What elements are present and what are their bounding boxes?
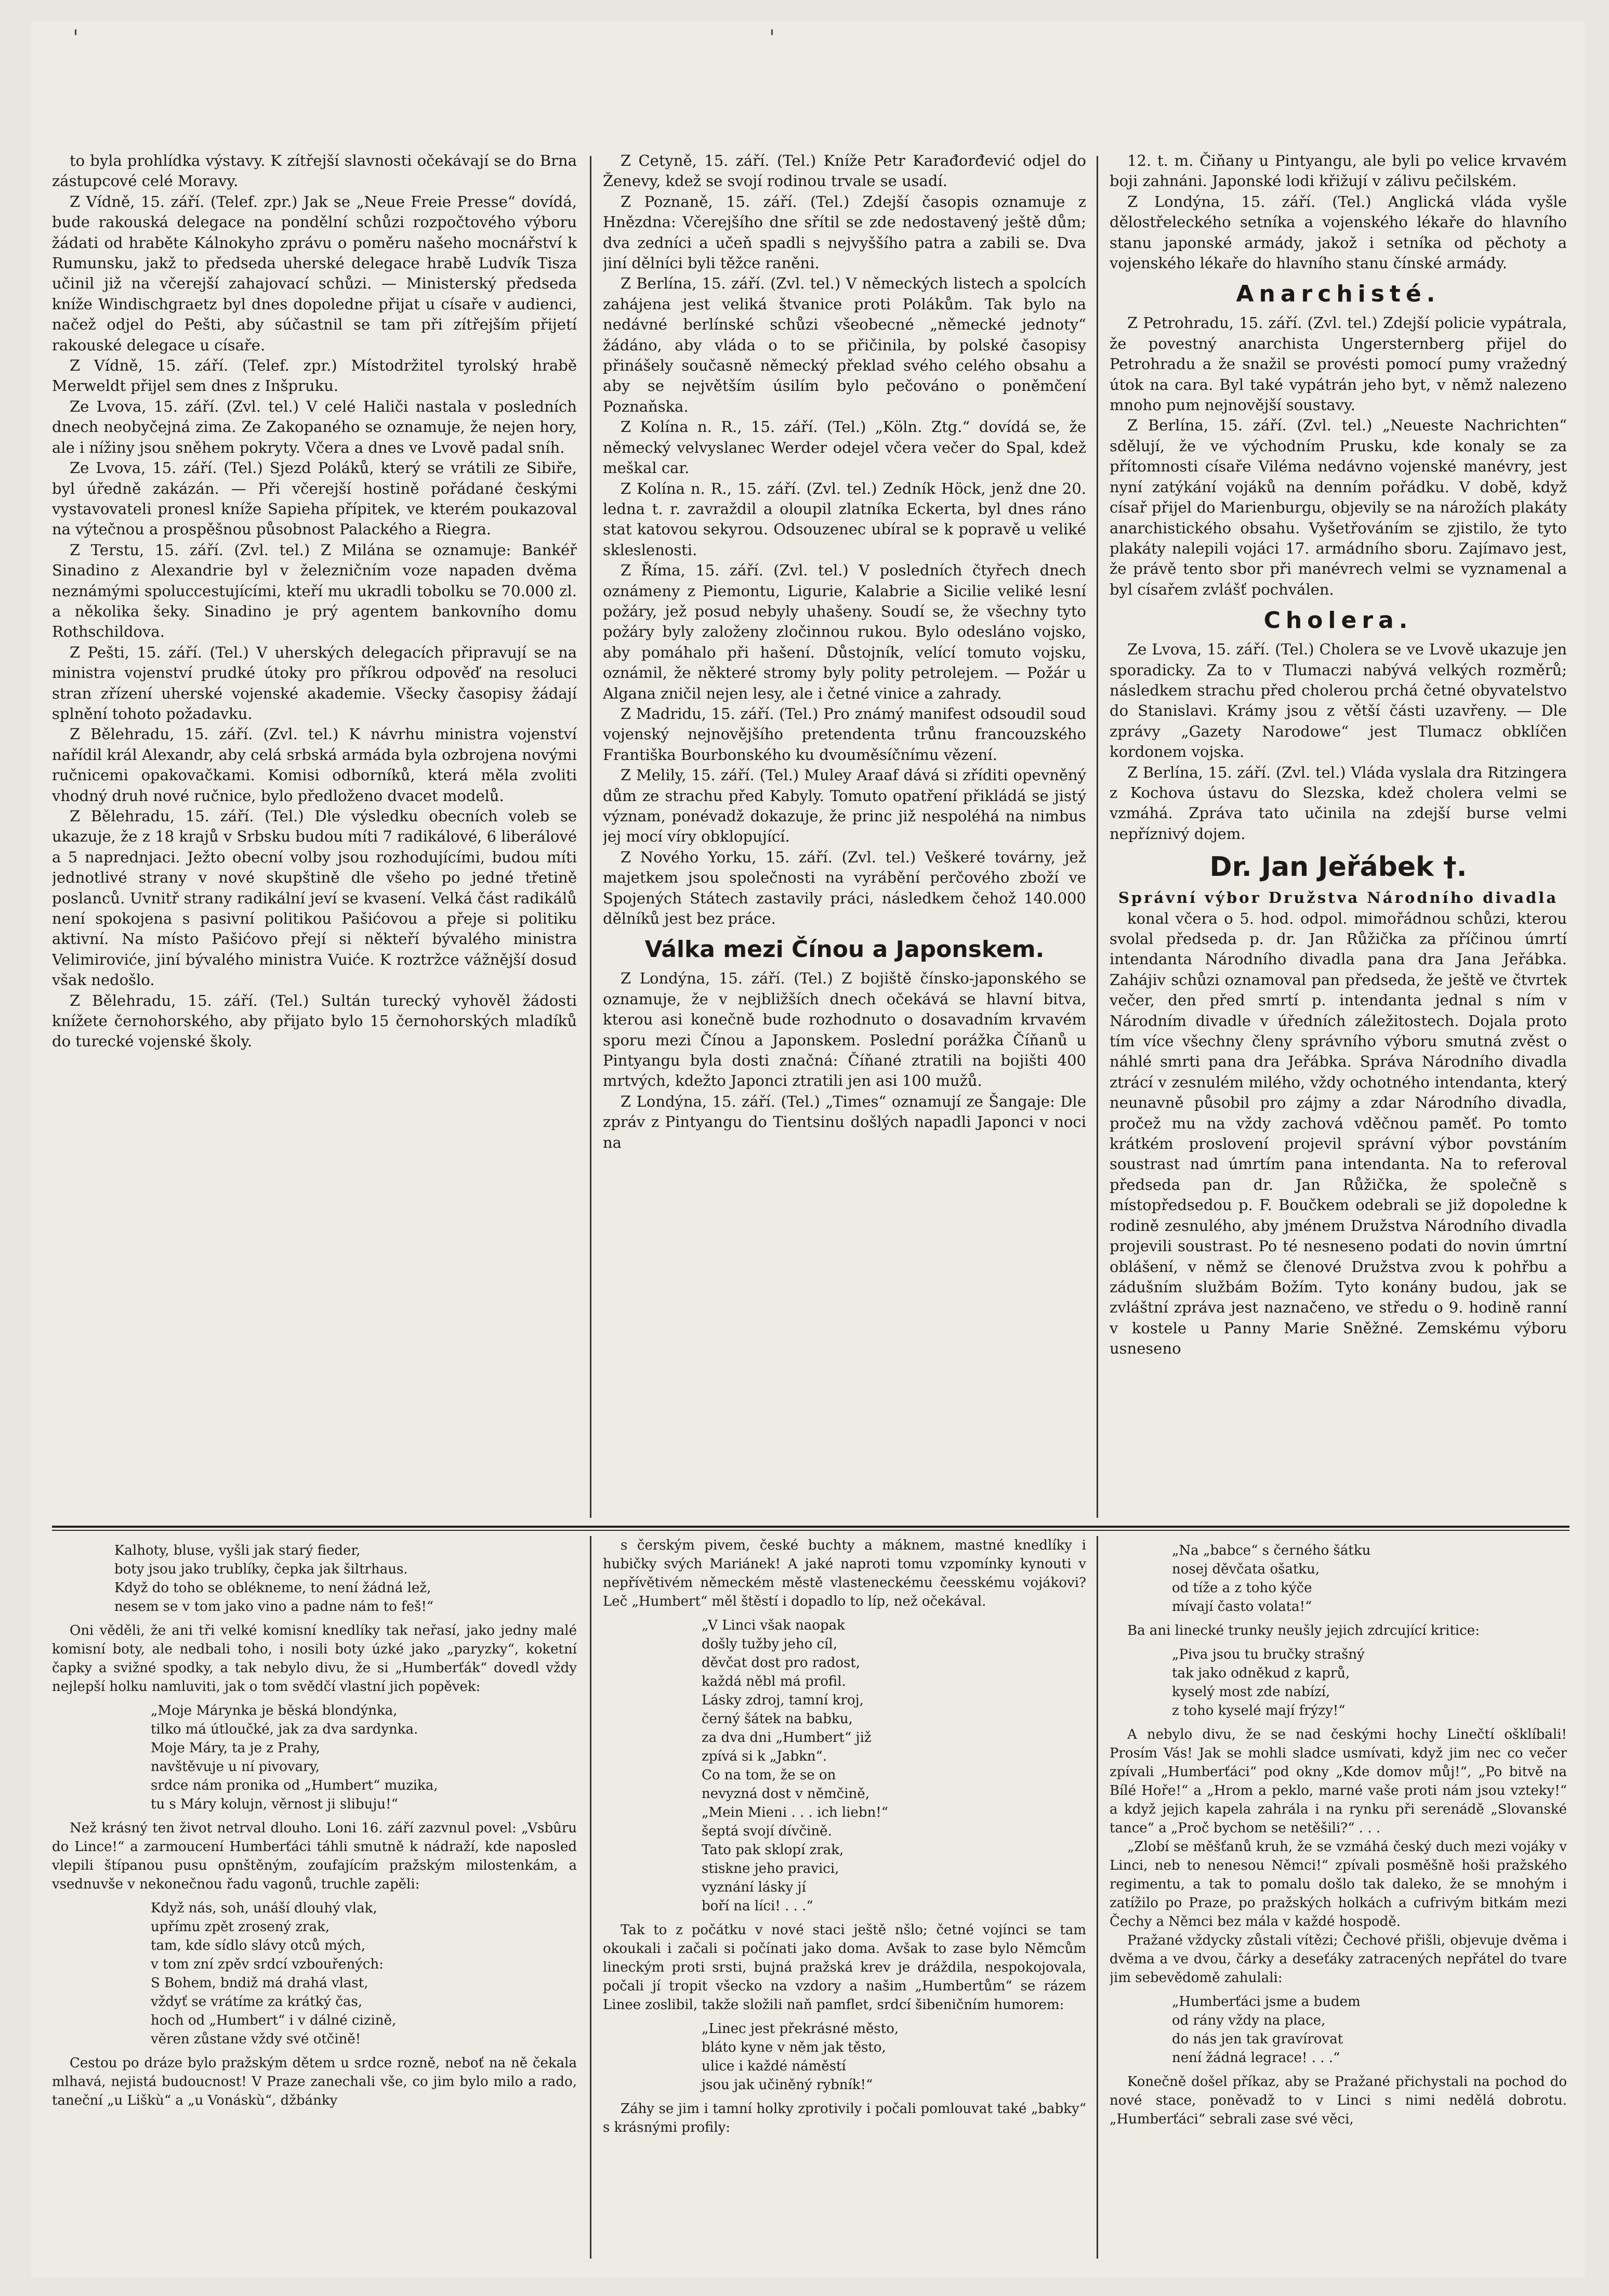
column-left	[52, 151, 577, 1518]
section-heading-obituary: Dr. Jan Jeřábek †.	[1209, 851, 1467, 883]
news-item: konal včera o 5. hod. odpol. mimořádnou schůzi, kterou svolal předseda p. dr. Jan Růžička za příčinou úmrtí intendanta Národního divadla pana dra Jana Jeřábka. Zahájiv schůzi oznamoval pan předseda, že ještě ve čtvrtek večer, den před smrtí p. intendanta jednal s ním v Národním divadle v úředních záležitostech. Dojala proto tím více všechny členy správního výboru smutná zvěst o náhlé smrti pana dra Jeřábka. Správa Národního divadla ztrácí v zesnulém milého, vždy ochotného intendanta, který neunavně působil pro zájmy a zdar Národního divadla, pročež mu na vždy zachová vděčnou paměť. Po tomto krátkém proslovení projevil správní výbor povstáním soustrast nad úmrtím pana intendanta. Na to referoval předseda pan dr. Jan Růžička, že společně s místopředsedou p. F. Boučkem odebrali se již dopoledne k rodině zesnulého, aby jménem Družstva Národního divadla projevili soustrast. Po té nesneseno podati do novin úmrtní oblášení, v němž se členové Družstva zvou k pohřbu a zádušním službám Božím. Tyto konány budou, jak se zvláštní zpráva jest naznačeno, ve středu o 9. hodině ranní v kostele u Panny Marie Sněžné. Zemskému výboru usneseno	[1110, 909, 1567, 1358]
column-middle	[603, 151, 1086, 1518]
news-item: Z Berlína, 15. září. (Zvl. tel.) Vláda vyslala dra Ritzingera z Kochova ústavu do Slezska, kdež cholera velmi se vzmáhá. Zpráva tato učinila na zdejší burse velmi nepříznivý dojem.	[1110, 763, 1567, 843]
obituary-subheading: Správní výbor Družstva Národního divadla	[1118, 889, 1559, 907]
news-item: Z Pešti, 15. září. (Tel.) V uherských delegacích připravují se na ministra vojenství prudké útoky pro příkrou odpověď na resoluci stran zřízení uherské vojenské akademie. Všecky časopisy žádají splnění tohoto požadavku.	[52, 643, 577, 723]
section-heading-cholera: Cholera.	[1263, 607, 1413, 634]
feuilleton-paragraph: Oni věděli, že ani tři velké komisní knedlíky tak neřasí, jako jedny malé komisní boty, ale nedbali toho, i nosili boty úzké jako „paryzky“, koketní čapky a svižné spodky, a tak nebylo divu, že si „Humberťák“ dovedl vždy nejlepší holku namluviti, jak o tom svědčí vlastní jich popěvek:	[52, 1623, 577, 1695]
poem: „V Linci však naopak došly tužby jeho cíl, děvčat dost pro radost, každá něbl má profil. Lásky zdroj, tamní kroj, černý šátek na babku, za dva dni „Humbert“ již zpívá si k „Jabkn“. Co na tom, že se on nevyzná dost v němčině, „Mein Mieni . . . ich liebn!“ šeptá svojí dívčině. Tato pak sklopí zrak, stiskne jeho pravici, vyznání lásky jí boří na líci! . . .“	[702, 1618, 889, 1914]
news-item: Z Nového Yorku, 15. září. (Zvl. tel.) Veškeré továrny, jež majetkem jsou společnosti na vyrábění perčového zboží ve Spojených Státech zastavily práci, následkem čehož 140.000 dělníků jest bez práce.	[603, 848, 1086, 928]
feuilleton-paragraph: Než krásný ten život netrval dlouho. Loni 16. září zazvnul povel: „Vsbûru do Lince!“ a zarmoucení Humberťáci táhli smutně k nádraží, kde naposled vlepili štípanou pusu opnštěným, zoufajícím pražským milostenkám, a vsednuvše v nekonečnou řadu vagonů, truchle zapěli:	[52, 1820, 577, 1892]
feuilleton-paragraph: Ba ani linecké trunky neušly jejich zdrcující kritice:	[1127, 1623, 1480, 1638]
news-item: 12. t. m. Čiňany u Pintyangu, ale byli po velice krvavém boji zahnáni. Japonské lodi křižují v zálivu pečilském.	[1110, 152, 1567, 190]
poem: Kalhoty, bluse, vyšli jak starý fieder, boty jsou jako trublíky, čepka jak šiltrhaus. Když do toho se oblékneme, to není žádná lež, nesem se v tom jako vino a padne nám to feš!“	[114, 1543, 434, 1615]
news-item: Z Berlína, 15. září. (Zvl. tel.) V německých listech a spolcích zahájena jest veliká štvanice proti Polákům. Tak bylo na nedávné berlínské schůzi všeobecné „německé jednoty“ žádáno, aby vláda o to se přičinila, by polské časopisy přinášely současně německý překlad svého celého obsahu a aby se největším úsilím bylo pečováno o poněmčení Poznaňska.	[603, 274, 1086, 415]
news-item: Ze Lvova, 15. září. (Tel.) Sjezd Poláků, který se vrátili ze Sibiře, byl úředně zakázán. — Při včerejší hostině pořádané českými vystavovateli pronesl kníže Sapieha přípitek, ve kterém poukazoval na výtečnou a prospěšnou působnost Palackého a Riegra.	[52, 459, 577, 539]
news-item: Ze Lvova, 15. září. (Zvl. tel.) V celé Haliči nastala v posledních dnech neobyčejná zima. Ze Zakopaného se oznamuje, že nejen hory, ale i nížiny jsou sněhem pokryty. Včera a dnes ve Lvově padal sníh.	[52, 397, 577, 456]
news-item: Z Melily, 15. září. (Tel.) Muley Araaf dává si zříditi opevněný dům ze strachu před Kabyly. Tomuto opatření přikládá se jistý význam, ponévadž dokazuje, že princ již nespoléhá na nimbus jej mocí víry obklopující.	[603, 766, 1086, 846]
news-item: Z Terstu, 15. září. (Zvl. tel.) Z Milána se oznamuje: Bankéř Sinadino z Alexandrie byl v železničním voze napaden dvěma neznámými spoluccestujícími, kteří mu ukradli tobolku se 70.000 zl. a několika šeky. Sinadino je prý agentem bankovního domu Rothschildova.	[52, 541, 577, 641]
feuilleton-paragraph: s čerským pivem, české buchty a máknem, mastné knedlíky i hubičky svých Mariánek! A jaké naproti tomu vzpomínky kynouti v nepřívětivém německém městě vlasteneckému čeesskému vojákovi? Leč „Humbert“ měl štěstí i dopadlo to líp, než očekával.	[603, 1538, 1086, 1609]
news-item: Z Kolína n. R., 15. září. (Zvl. tel.) Zedník Höck, jenž dne 20. ledna t. r. zavraždil a oloupil zlatníka Eckerta, byl dnes ráno stat katovou sekyrou. Odsouzenec ubíral se k popravě u veliké skleslenosti.	[603, 479, 1086, 559]
news-item: Z Poznaně, 15. září. (Tel.) Zdejší časopis oznamuje z Hnězdna: Včerejšího dne sřítil se zde nedostavený ještě dům; dva zedníci a učeň spadli s nejvyššího patra a zabili se. Dva jiní dělníci byli těžce raněni.	[603, 192, 1086, 272]
feuilleton-rule	[52, 1526, 1570, 1528]
news-item: Z Vídně, 15. září. (Telef. zpr.) Jak se „Neue Freie Presse“ dovídá, bude rakouská delegace na pondělní schůzi rozpočtového výboru žádati od hraběte Kálnokyho zprávu o poměru našeho mocnářství k Rumunsku, jakž to předseda uherské delegace hrabě Ludvík Tisza učinil již na včerejší zahajovací schůzi. — Ministerský předseda kníže Windischgraetz byl dnes dopoledne přijat u císaře v audienci, načež odjel do Pešti, aby súčastnil se tam při zítřejším přijetí rakouské delegace u císaře.	[52, 192, 577, 354]
column-right	[1110, 151, 1567, 1518]
poem: Když nás, soh, unáší dlouhý vlak, upřímu zpět zrosený zrak, tam, kde sídlo slávy otců mých, v tom zní zpěv srdcí vzbouřených: S Bohem, bndiž má drahá vlast, vždyť se vrátíme za krátký čas, hoch od „Humbert“ i v dálné cizině, věren zůstane vždy své otčině!	[151, 1900, 397, 2047]
column-divider	[590, 1536, 591, 2259]
section-heading-anarchists: Anarchisté.	[1236, 281, 1441, 308]
margin-mark: '	[769, 26, 775, 50]
news-item: Z Bělehradu, 15. září. (Zvl. tel.) K návrhu ministra vojenství nařídil král Alexandr, aby celá srbská armáda byla ozbrojena novými ručnicemi opakovačkami. Komisi odborníků, která měla zvoliti vhodný druh nové ručnice, bylo předloženo dvacet modelů.	[52, 725, 577, 805]
news-item: Z Petrohradu, 15. září. (Zvl. tel.) Zdejší policie vypátrala, že povestný anarchista Ungersternberg přijel do Petrohradu a že snažil se provésti pomocí pumy vražedný útok na cara. Byl také vypátrán jeho byt, v němž nalezeno mnoho pum nejnovější soustavy.	[1110, 314, 1567, 414]
news-item: Z Berlína, 15. září. (Zvl. tel.) „Neueste Nachrichten“ sdělují, že ve východním Prusku, kde konaly se za přítomnosti císaře Viléma nedávno vojenské manévry, jest nyní zatýkání vojáků na denním pořádku. V době, když císař přijel do Marienburgu, objevily se na nárožích plakáty anarchistického obsahu. Vyšetřováním se zjistilo, že tyto plakáty nalepili vojáci 17. armádního sboru. Zajímavo jest, že právě tento sbor při manévrech velmi se vyznamenal a byl císařem zvlášť pochválen.	[1110, 416, 1567, 598]
feuilleton-column-right	[1110, 1536, 1567, 2264]
feuilleton-paragraph: Záhy se jim i tamní holky zprotivily i počali pomlouvat také „babky“ s krásnými profily:	[603, 2101, 1086, 2135]
feuilleton-paragraph: A nebylo divu, že se nad českými hochy Linečtí ošklíbali! Prosím Vás! Jak se mohli sladce usmívati, když jim nec co večer zpívali „Humberťáci“ pod okny „Kde domov můj!“, „Po bitvě na Bílé Hoře!“ a „Hrom a peklo, marné vaše proti nám jsou vzteky!“ a když jejich kapela zahrála i na rynku při serenádě „Slovanské tance“ a „Proč bychom se netěšili?“ . . .	[1110, 1727, 1567, 1836]
feuilleton-paragraph: Cestou po dráze bylo pražským dětem u srdce rozně, neboť na ně čekala mlhavá, nejistá budoucnost! V Praze zanechali vše, co jim bylo milo a rado, taneční „u Liškù“ a „u Vonáskù“, džbánky	[52, 2055, 577, 2108]
section-heading-war: Válka mezi Čínou a Japonskem.	[644, 936, 1045, 963]
news-item: Z Londýna, 15. září. (Tel.) Z bojiště čínsko-japonského se oznamuje, že v nejbližších dnech očekává se hlavní bitva, kterou asi konečně bude rozhodnuto o dosavadním krvavém sporu mezi Čínou a Japonskem. Poslední porážka Číňanů u Pintyangu byla dosti značná: Číňané ztratili na bojišti 400 mrtvých, kdežto Japonci ztratili jen asi 100 mužů.	[603, 969, 1086, 1090]
column-divider	[1097, 156, 1098, 1518]
newspaper-page	[31, 21, 1585, 2277]
feuilleton-paragraph: Pražané vždycky zůstali vítězi; Čechové přišli, objevuje dvěma i dvěma a ve dvou, čárky a deseťáky zatracených nepřátel do tvare jim sebevědomě zahulali:	[1110, 1933, 1567, 1986]
poem: „Na „babce“ s černého šátku nosej děvčata ošatku, od tíže a z toho kýče mívají často volata!“	[1172, 1543, 1371, 1615]
news-item: Z Bělehradu, 15. září. (Tel.) Sultán turecký vyhověl žádosti knížete černohorského, aby přijato bylo 15 černohorských mladíků do turecké vojenské školy.	[52, 991, 577, 1051]
news-item: Z Londýna, 15. září. (Tel.) Anglická vláda vyšle dělostřeleckého setníka a vojenského lékaře do hlavního stanu japonské armády, jakož i setníka od pěchoty a vojenského lékaře do hlavního stanu čínské armády.	[1110, 192, 1567, 272]
news-item: Z Madridu, 15. září. (Tel.) Pro známý manifest odsoudil soud vojenský nejnovějšího pretendenta trůnu francouzského Františka Bourbonského ku dvouměsíčnímu vězení.	[603, 704, 1086, 764]
column-divider	[590, 156, 591, 1518]
feuilleton-column-middle	[603, 1536, 1086, 2264]
news-item: Z Bělehradu, 15. září. (Tel.) Dle výsledku obecních voleb se ukazuje, že z 18 krajů v Srbsku budou míti 7 radikálové, 6 liberálové a 5 naprednjaci. Ježto obecní volby jsou rozhodujícími, budou míti jednotlivé strany v nové skupštině dle všeho po jedné třetině poslanců. Uvnitř strany radikální jeví se kvasení. Velká část radikálů není spokojena s pasivní politikou Pašićovou a přeje si politiku aktivní. Na místo Pašićovo přejí si někteří bývalého ministra Velimiroviće, jiní bývalého ministra Vuiće. K roztržce vážnější dosud však nedošlo.	[52, 807, 577, 989]
news-item: Z Vídně, 15. září. (Telef. zpr.) Místodržitel tyrolský hrabě Merweldt přijel sem dnes z Inšpruku.	[52, 357, 577, 395]
news-item: Ze Lvova, 15. září. (Tel.) Cholera se ve Lvově ukazuje jen sporadicky. Za to v Tlumaczi nabývá velkých rozměrů; následkem strachu před cholerou prchá četné obyvatelstvo do Stanislavi. Krámy jsou z větší části uzavřeny. — Dle zprávy „Gazety Narodowe“ jest Tlumacz obklíčen kordonem vojska.	[1110, 640, 1567, 761]
news-item: Z Cetyně, 15. září. (Tel.) Kníže Petr Karađorđević odjel do Ženevy, kdež se svojí rodinou trvale se usadí.	[603, 152, 1086, 190]
poem: „Piva jsou tu bručky strašný tak jako odněkud z kaprů, kyselý most zde nabízí, z toho kyselé mají frýzy!“	[1172, 1647, 1365, 1718]
poem: „Moje Márynka je běská blondýnka, tilko má útloučké, jak za dva sardynka. Moje Máry, ta je z Prahy, navštěvuje u ní pivovary, srdce nám pronika od „Humbert“ muzika, tu s Máry kolujn, věrnost ji slibuju!“	[151, 1703, 438, 1812]
news-item: Z Říma, 15. září. (Zvl. tel.) V posledních čtyřech dnech oznámeny z Piemontu, Ligurie, Kalabrie a Sicilie veliké lesní požáry, jež posud nebyly uhašeny. Soudí se, že všechny tyto požáry byly založeny zločinnou rukou. Bylo odesláno vojsko, aby pomáhalo při hašení. Důstojník, velící tomuto vojsku, oznámil, že některé stromy byly polity petrolejem. — Požár u Algana zničil nejen lesy, ale i četné vinice a zahrady.	[603, 561, 1086, 702]
poem: „Humberťáci jsme a budem od rány vždy na place, do nás jen tak gravírovat není žádná legrace! . . .“	[1172, 1994, 1361, 2066]
feuilleton-rule	[52, 1530, 1570, 1531]
feuilleton-paragraph: Konečně došel příkaz, aby se Pražané přichystali na pochod do nové stace, poněvadž to v Linci s nimi nedělá dobrotu. „Humberťáci“ sebrali zase své věci,	[1110, 2074, 1567, 2127]
news-item: to byla prohlídka výstavy. K zítřejší slavnosti očekávají se do Brna zástupcové celé Moravy.	[52, 152, 577, 190]
news-item: Z Kolína n. R., 15. září. (Tel.) „Köln. Ztg.“ dovídá se, že německý velvyslanec Werder odejel včera večer do Spal, kdež meškal car.	[603, 418, 1086, 477]
news-item: Z Londýna, 15. září. (Tel.) „Times“ oznamují ze Šangaje: Dle zpráv z Pintyangu do Tientsinu došlých napadli Japonci v noci na	[603, 1092, 1086, 1151]
feuilleton-paragraph: Tak to z počátku v nové staci ještě nšlo; četné vojínci se tam okoukali i začali si počínati jako doma. Avšak to zase bylo Němcům lineckým proti srsti, bujná pražská krev je dráždila, nespokojovala, počali jí tropit všecko na vzdory a našim „Humbertům“ se rázem Linee zoslibil, takže složili naň pamflet, srdcí šibeničním humorem:	[603, 1922, 1086, 2013]
poem: „Linec jest překrásné město, bláto kyne v něm jak těsto, ulice i každé náměstí jsou jak učiněný rybník!“	[702, 2021, 899, 2093]
feuilleton-column-left	[52, 1536, 577, 2264]
column-divider	[1097, 1536, 1098, 2259]
margin-mark: '	[73, 26, 78, 50]
feuilleton-paragraph: „Zlobí se měšťanů kruh, že se vzmáhá český duch mezi vojáky v Linci, neb to nenesou Němci!“ zpívali posměšně hoši pražského regimentu, a tak to pomalu došlo tak daleko, že se mnohým i zatížilo po Praze, po pražských holkách a cufrivým bitkám mezi Čechy a Němci bez mála v každé hospodě.	[1110, 1839, 1567, 1930]
